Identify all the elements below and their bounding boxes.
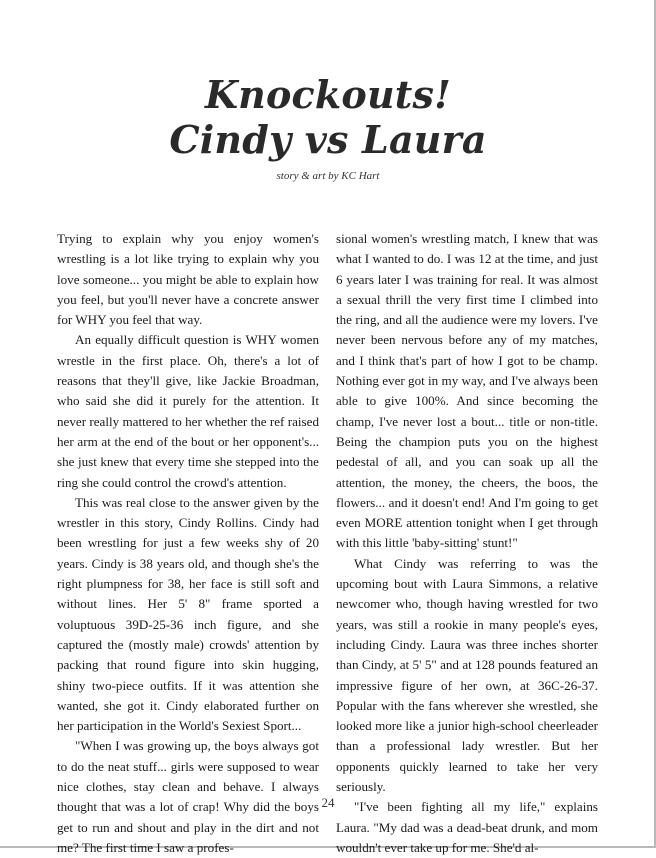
paragraph: "When I was growing up, the boys always got to do the neat stuff... girls were supposed to wear nice clothes, stay clean and behave. I always thought that was a lot of crap! Why did the boys get to run and shout and play in the dirt and not me? The first time I saw a profes- <box>57 738 319 855</box>
text-column-left <box>57 229 319 858</box>
paragraph: sional women's wrestling match, I knew that was what I wanted to do. I was 12 at the time, and just 6 years later I was training for real. It was almost a sexual thrill the very first time I climbed into the ring, and all the audience were my lovers. I've never been nervous before any of my matches, and I think that's part of how I got to be champ. Nothing ever got in my way, and I've always been able to give 100%. And since becoming the champ, I've never lost a bout... title or non-title. Being the champion puts you on the highest pedestal of all, and you can soak up all the attention, the money, the cheers, the boos, the flowers... and it doesn't end! And I'm going to get even MORE attention tonight when I get through with this little 'baby-sitting' stunt!" <box>336 231 598 551</box>
article-byline: story & art by KC Hart <box>276 170 380 182</box>
paragraph: An equally difficult question is WHY women wrestle in the first place. Oh, there's a lot of reasons that they'll give, like Jackie Broadman, who said she did it purely for the attention. It never really mattered to her whether the ref raised her arm at the end of the bout or her opponent's... she just knew that every time she stepped into the ring she could control the crowd's attention. <box>57 332 319 490</box>
paragraph: "I've been fighting all my life," explains Laura. "My dad was a dead-beat drunk, and mom wouldn't ever take up for me. She'd al- <box>336 799 598 855</box>
article-header <box>0 72 656 182</box>
article-title-line-2: Cindy vs Laura <box>169 117 487 162</box>
paragraph: What Cindy was referring to was the upcoming bout with Laura Simmons, a relative newcomer who, though having wrestled for two years, was still a rookie in many people's eyes, including Cindy. Laura was three inches shorter than Cindy, at 5' 5" and at 128 pounds featured an impressive figure of her own, at 36C-26-37. Popular with the fans wherever she wrestled, she looked more like a junior high-school cheerleader than a professional lady wrestler. But her opponents quickly learned to take her very seriously. <box>336 555 598 795</box>
article-title-line-1: Knockouts! <box>204 72 452 117</box>
text-column-right <box>336 229 598 858</box>
paragraph: Trying to explain why you enjoy women's wrestling is a lot like trying to explain why you love someone... you might be able to explain how you feel, but you'll never have a concrete answer for WHY you feel that way. <box>57 231 319 328</box>
paragraph: This was real close to the answer given by the wrestler in this story, Cindy Rollins. Cindy had been wrestling for just a few weeks shy of 20 years. Cindy is 38 years old, and though she's the right plumpness for 38, her face is still soft and without lines. Her 5' 8" frame sported a voluptuous 39D-25-36 inch figure, and she captured the (mostly male) crowds' attention by packing that round figure into skin hugging, shiny two-piece outfits. If it was attention she wanted, she got it. Cindy elaborated further on her participation in the World's Sexiest Sport... <box>57 494 319 734</box>
page-number: 24 <box>321 795 335 810</box>
